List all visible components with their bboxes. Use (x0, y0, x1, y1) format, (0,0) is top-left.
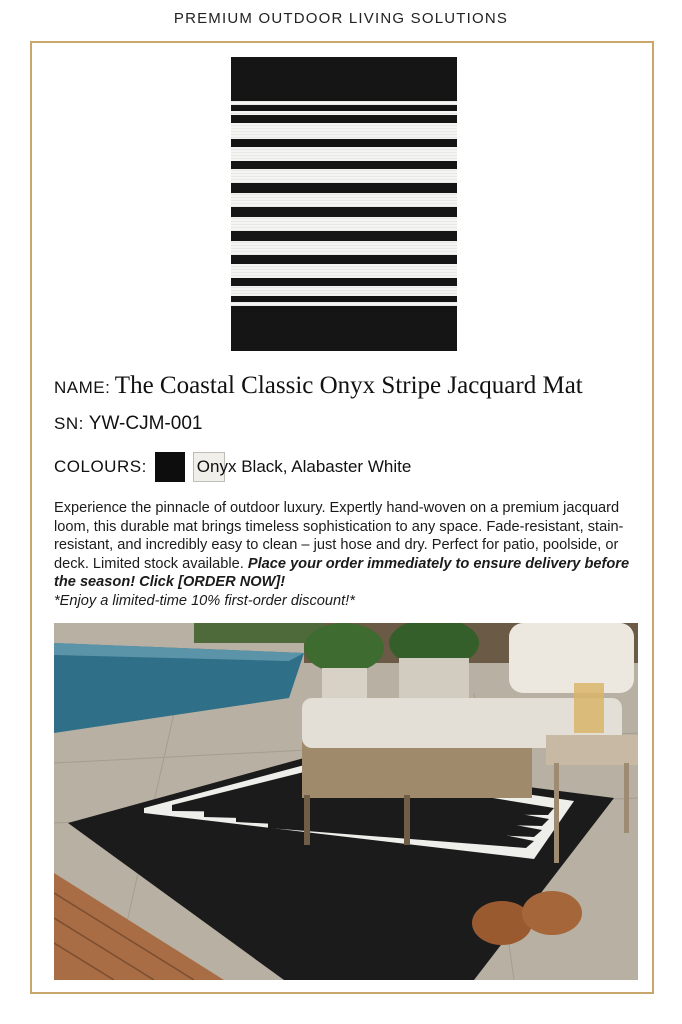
name-label: NAME: (54, 378, 111, 397)
lifestyle-image (54, 623, 638, 980)
sn-label: SN: (54, 414, 84, 433)
product-name: The Coastal Classic Onyx Stripe Jacquard Mat (114, 372, 583, 399)
call-to-action: Place your order immediately to ensure delivery before the season! Click [ORDER NOW]! (54, 555, 630, 590)
lifestyle-scene (54, 623, 638, 980)
product-image-rug[interactable] (231, 57, 457, 351)
product-description (54, 499, 634, 610)
colours-value: Onyx Black, Alabaster White (196, 457, 412, 476)
rug-weave-texture (231, 57, 457, 351)
plant-left (304, 623, 384, 673)
description-body: Experience the pinnacle of outdoor luxury. Expertly hand-woven on a premium jacquard loom, this durable mat brings timeless sophistication to any space. Fade-resistant, stain-resistant, and incredibly easy to clean – just hose and dry. Perfect for patio, poolside, or deck. Limited stock available. (54, 500, 624, 572)
colours-label: COLOURS: (54, 457, 147, 476)
product-name-line (54, 372, 583, 400)
tagline: PREMIUM OUTDOOR LIVING SOLUTIONS (173, 10, 509, 27)
serial-number-line (54, 413, 202, 435)
swatch-onyx-black[interactable] (155, 452, 185, 482)
promo-text: *Enjoy a limited-time 10% first-order discount!* (54, 592, 355, 609)
colours-line (54, 450, 411, 484)
shoe-right (522, 891, 582, 935)
serial-number: YW-CJM-001 (88, 413, 203, 434)
